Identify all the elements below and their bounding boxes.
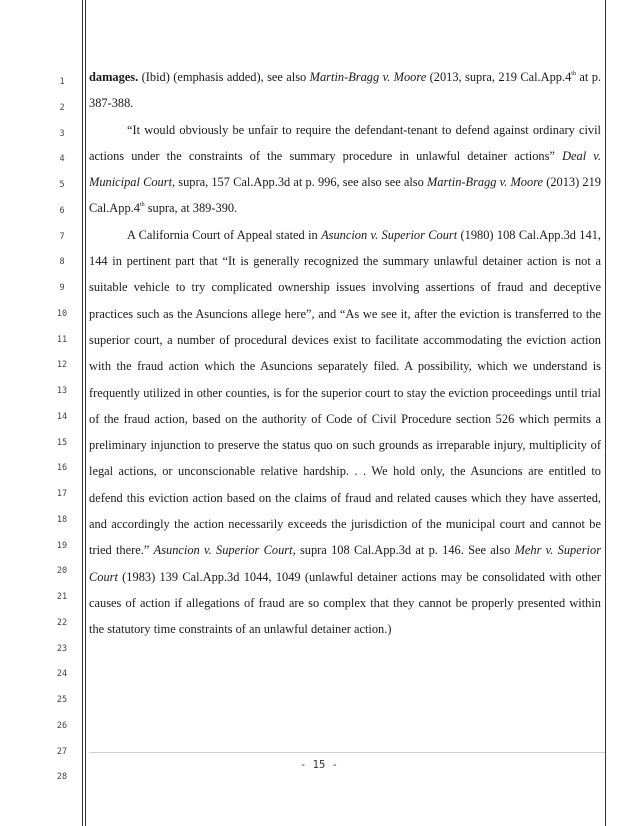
line-number: 20 — [56, 566, 68, 577]
left-margin-rule-inner — [85, 0, 86, 826]
case-citation: Deal v. Municipal Court — [89, 148, 601, 190]
text-run: “It would obviously be unfair to require the defendant-tenant to defend against ordinary civil actions under the constraints of the summary procedure in unlawful detainer actions” — [89, 122, 601, 163]
line-number: 16 — [56, 463, 68, 474]
line-number: 21 — [56, 592, 68, 602]
case-citation: Asuncion v. Superior Court — [153, 543, 293, 558]
text-run: A California Court of Appeal stated in — [127, 227, 322, 242]
text-run: , supra 108 Cal.App.3d at p. 146. See also — [292, 543, 515, 558]
paragraph-2 — [89, 117, 601, 222]
left-margin-rule — [82, 0, 83, 826]
page-number: - 15 - — [300, 759, 338, 771]
line-number: 3 — [59, 128, 65, 139]
document-body — [89, 64, 601, 643]
case-citation: Martin-Bragg v. Moore — [426, 175, 544, 190]
line-number: 15 — [56, 437, 68, 448]
text-run: , supra, 157 Cal.App.3d at p. 996, see also see also — [172, 175, 427, 190]
line-number: 2 — [59, 102, 65, 113]
case-citation: Martin-Bragg v. Moore — [309, 70, 427, 84]
line-number: 13 — [56, 386, 68, 396]
line-number: 25 — [56, 695, 68, 705]
line-number: 17 — [56, 489, 68, 499]
text-run: (1980) 108 Cal.App.3d 141, 144 in pertinent part that “It is generally recognized the summary unlawful detainer action is not a suitable vehicle to try complicated ownership issues involving assertions of fraud and deceptive practices such as the Asuncions allege here”, and “As we see it, after the eviction is transferred to the superior court, a number of procedural devices exist to facilitate accommodating the eviction action with the fraud action which the Asuncions separately filed. A possibility, which we understand is frequently utilized in other counties, is for the superior court to stay the eviction proceedings until trial of the fraud action, based on the authority of Code of Civil Procedure section 526 which permits a preliminary injunction to preserve the status quo on such grounds as irreparable injury, multiplicity of legal actions, or unconscionable relative hardship. . . We hold only, the Asuncions are entitled to defend this eviction action based on the claims of fraud and related causes which they have asserted, and accordingly the action necessarily exceeds the jurisdiction of the municipal court and cannot be tried there.” — [89, 227, 601, 558]
line-number: 8 — [59, 257, 65, 268]
line-number: 22 — [56, 617, 68, 628]
line-number: 4 — [59, 154, 65, 165]
line-number: 10 — [56, 308, 68, 319]
line-number: 7 — [59, 231, 65, 242]
line-number: 24 — [56, 669, 68, 680]
text-run: (1983) 139 Cal.App.3d 1044, 1049 (unlawful detainer actions may be consolidated with other causes of action if allegations of fraud are so complex that they cannot be properly presented within the statutory time constraints of an unlawful detainer action.) — [89, 569, 601, 637]
superscript: th — [571, 71, 576, 77]
line-number: 26 — [56, 720, 68, 731]
line-number: 5 — [59, 180, 65, 190]
line-number: 6 — [59, 205, 65, 216]
line-number: 28 — [56, 772, 68, 783]
text-run: at p. 387-388. — [89, 70, 601, 111]
paragraph-1 — [89, 64, 601, 117]
line-number: 19 — [56, 540, 68, 551]
line-number: 18 — [56, 514, 68, 525]
line-number: 11 — [56, 334, 68, 345]
text-run: (Ibid) (emphasis added), see also — [138, 70, 310, 84]
text-run: (2013, supra, 219 Cal.App.4 — [426, 70, 572, 84]
line-number: 1 — [59, 77, 65, 87]
text-run: supra, at 389-390. — [144, 201, 238, 216]
line-number: 27 — [56, 746, 68, 757]
line-number: 23 — [56, 643, 68, 654]
line-number: 12 — [56, 360, 68, 371]
footer-divider — [89, 752, 605, 753]
text-run: (2013) 219 Cal.App.4 — [89, 175, 601, 216]
case-citation: Mehr v. Superior Court — [89, 543, 602, 584]
superscript: th — [139, 202, 145, 209]
right-margin-rule — [605, 0, 606, 826]
line-number: 14 — [56, 411, 68, 422]
line-number: 9 — [59, 283, 65, 293]
paragraph-3 — [89, 222, 601, 643]
case-citation: Asuncion v. Superior Court — [321, 227, 458, 242]
bold-term: damages. — [89, 70, 139, 84]
